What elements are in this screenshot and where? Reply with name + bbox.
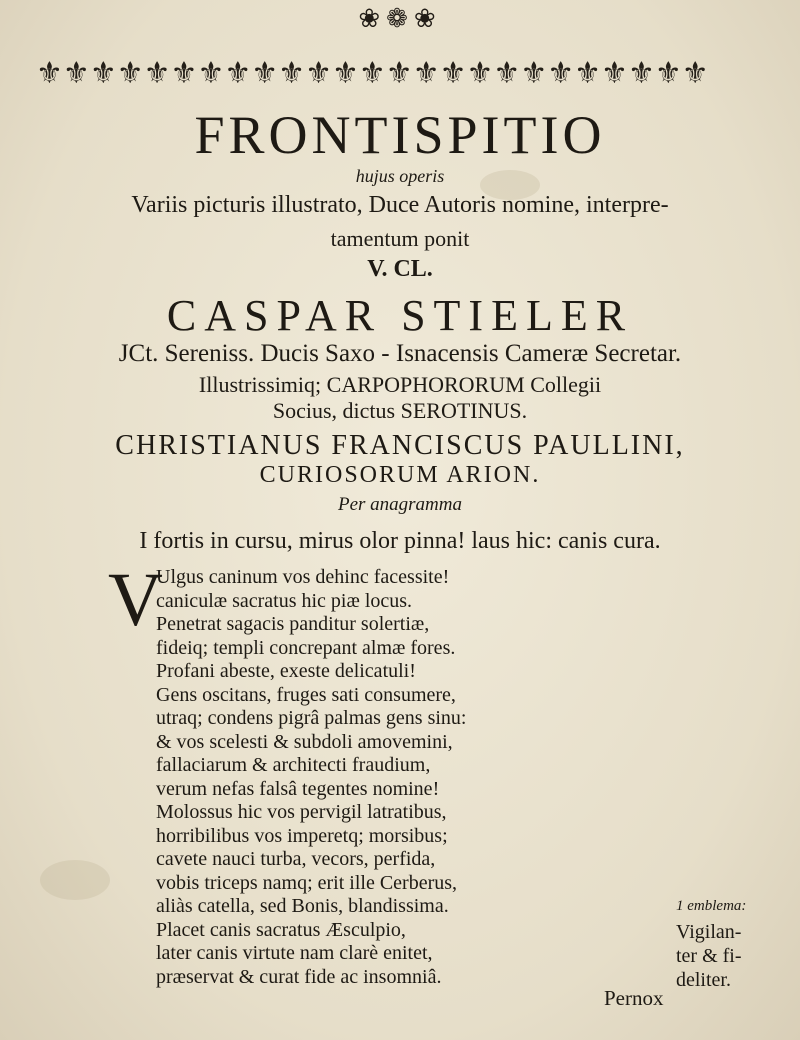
fleuron-ornament: ⚜ xyxy=(466,57,494,90)
fleuron-ornament: ⚜ xyxy=(493,57,521,90)
poem-line: Molossus hic vos pervigil latratibus, xyxy=(156,801,447,823)
fleuron-ornament: ⚜ xyxy=(251,57,279,90)
fleuron-ornament: ⚜ xyxy=(412,57,440,90)
per-anagramma: Per anagramma xyxy=(337,494,463,515)
poem-line: Placet canis sacratus Æsculpio, xyxy=(156,918,406,941)
text-line-4: Illustrissimiq; CARPOPHORORUM Collegii xyxy=(198,372,602,397)
paper-stain xyxy=(40,860,110,900)
poem-line: Penetrat sagacis panditur solertiæ, xyxy=(156,613,430,635)
second-author-name: CHRISTIANUS FRANCISCUS PAULLINI, xyxy=(115,430,685,461)
fleuron-ornament: ⚜ xyxy=(170,57,198,90)
drop-cap: V xyxy=(108,558,163,642)
fleuron-ornament: ⚜ xyxy=(305,57,332,90)
fleuron-ornament: ⚜ xyxy=(62,57,90,90)
margin-note-line: 1 emblema: xyxy=(676,898,747,914)
fleuron-ornament: ⚜ xyxy=(439,57,467,90)
fleuron-ornament: ⚜ xyxy=(278,57,306,90)
poem-block xyxy=(156,566,636,989)
poem-line: aliàs catella, sed Bonis, blandissima. xyxy=(156,895,449,917)
poem-line: fallaciarum & architecti fraudium, xyxy=(156,754,431,776)
text-line-3: JCt. Sereniss. Ducis Saxo - Isnacensis Cameræ Secretar. xyxy=(118,340,682,367)
poem-line: Ulgus caninum vos dehinc facessite! xyxy=(156,566,450,588)
author-name: CASPAR STIELER xyxy=(166,291,634,340)
fleuron-ornament: ⚜ xyxy=(89,57,117,90)
subtitle: hujus operis xyxy=(355,166,445,186)
poem-line: later canis virtute nam clarè enitet, xyxy=(156,942,433,964)
poem-line: fideiq; templi concrepant almæ fores. xyxy=(156,636,456,659)
poem-line: verum nefas falsâ tegentes nomine! xyxy=(156,777,440,800)
fleuron-ornament: ⚜ xyxy=(224,57,252,90)
margin-note-line: ter & fi- xyxy=(676,945,742,967)
poem-line: vobis triceps namq; erit ille Cerberus, xyxy=(156,871,458,894)
honorific: V. CL. xyxy=(367,256,433,282)
fleuron-ornament: ⚜ xyxy=(520,57,548,90)
fleuron-ornament: ⚜ xyxy=(36,57,63,90)
margin-note-line: deliter. xyxy=(676,969,731,991)
fleuron-ornament: ⚜ xyxy=(654,57,682,90)
fleuron-ornament: ⚜ xyxy=(681,57,709,90)
margin-note xyxy=(676,898,786,992)
fleuron-ornament: ⚜ xyxy=(574,57,602,90)
top-ornament: ❀❁❀ xyxy=(358,4,442,33)
fleuron-ornament: ⚜ xyxy=(116,57,144,90)
poem-line: Gens oscitans, fruges sati consumere, xyxy=(156,683,456,706)
poem-line: Profani abeste, exeste delicatuli! xyxy=(156,660,416,682)
poem-line: cavete nauci turba, vecors, perfida, xyxy=(156,848,436,870)
text-line-2: tamentum ponit xyxy=(330,226,470,251)
poem-line: horribilibus vos imperetq; morsibus; xyxy=(156,824,448,847)
fleuron-border-band xyxy=(36,48,709,100)
page-title: FRONTISPITIO xyxy=(194,105,606,165)
fleuron-ornament: ⚜ xyxy=(601,57,628,90)
fleuron-ornament: ⚜ xyxy=(627,57,655,90)
fleuron-ornament: ⚜ xyxy=(385,57,413,90)
anagram-line: I fortis in cursu, mirus olor pinna! laus hic: canis cura. xyxy=(139,528,661,554)
poem-line: utraq; condens pigrâ palmas gens sinu: xyxy=(156,707,467,729)
second-author-title: CURIOSORUM ARION. xyxy=(259,462,541,488)
poem-line: & vos scelesti & subdoli amovemini, xyxy=(156,730,453,753)
fleuron-ornament: ⚜ xyxy=(197,57,225,90)
catchword: Pernox xyxy=(604,986,664,1010)
text-line-5: Socius, dictus SEROTINUS. xyxy=(272,398,528,423)
margin-note-line: Vigilan- xyxy=(676,921,742,943)
text-line-1: Variis picturis illustrato, Duce Autoris nomine, interpre- xyxy=(131,192,669,218)
fleuron-ornament: ⚜ xyxy=(143,57,171,90)
fleuron-ornament: ⚜ xyxy=(331,57,359,90)
poem-line: caniculæ sacratus hic piæ locus. xyxy=(156,589,413,612)
fleuron-ornament: ⚜ xyxy=(358,57,386,90)
fleuron-ornament: ⚜ xyxy=(547,57,575,90)
poem-line: præservat & curat fide ac insomniâ. xyxy=(156,965,442,988)
